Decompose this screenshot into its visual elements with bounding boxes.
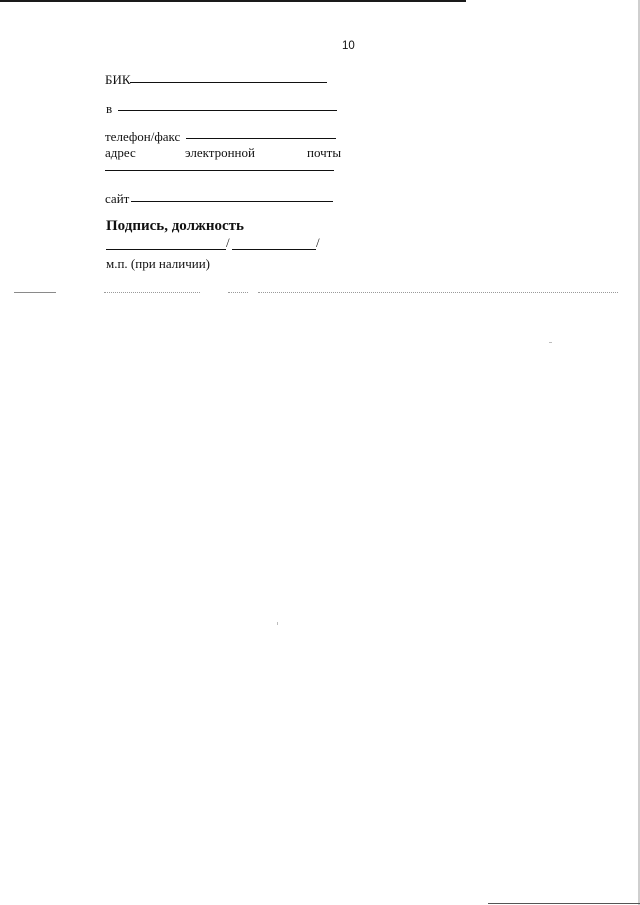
email-label-word-2: электронной	[185, 145, 255, 160]
signature-slash-1: /	[226, 235, 230, 250]
scan-artifact-line-3	[228, 292, 248, 293]
bik-label: БИК	[105, 72, 131, 87]
scan-artifact-line-4	[258, 292, 618, 293]
scan-top-edge	[0, 0, 466, 2]
scan-artifact-line-1	[14, 292, 56, 293]
stamp-note: м.п. (при наличии)	[106, 256, 210, 271]
signature-slash-2: /	[316, 235, 320, 250]
email-field-line[interactable]	[105, 170, 334, 171]
bank-field-line[interactable]	[118, 110, 337, 111]
phone-fax-field-line[interactable]	[186, 138, 336, 139]
signature-line[interactable]	[106, 249, 226, 250]
email-label-word-3: почты	[307, 145, 342, 160]
signature-heading: Подпись, должность	[106, 218, 244, 234]
bank-label: в	[106, 101, 113, 116]
scan-artifact-line-2	[104, 292, 200, 293]
site-field-line[interactable]	[131, 201, 333, 202]
scan-bottom-edge	[488, 903, 640, 904]
scan-speck-1	[549, 342, 552, 343]
position-line[interactable]	[232, 249, 316, 250]
page-number: 10	[342, 40, 355, 52]
email-label-word-1: адрес	[105, 145, 136, 160]
phone-fax-label: телефон/факс	[105, 129, 181, 144]
bik-field-line[interactable]	[130, 82, 327, 83]
scan-speck-2	[277, 622, 278, 625]
site-label: сайт	[105, 191, 130, 206]
